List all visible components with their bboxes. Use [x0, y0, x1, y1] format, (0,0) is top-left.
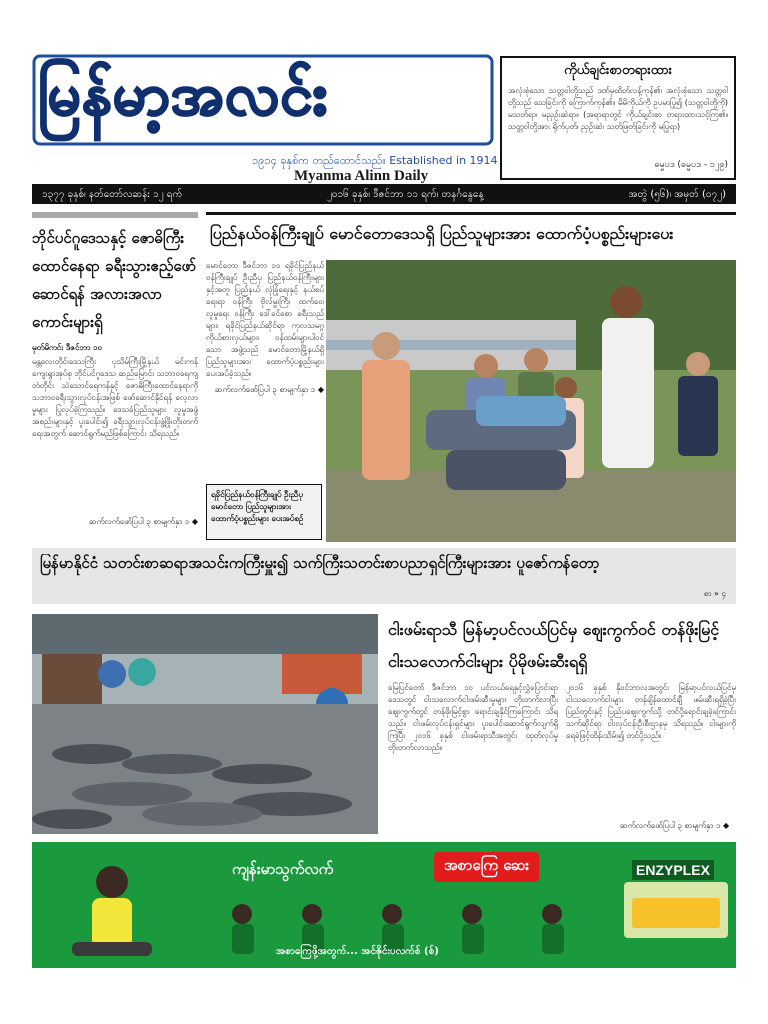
ad-tagline: အစာကြေဖို့အတွက်... အင်ဇိုင်းပလက်စ် (စ်) [276, 946, 439, 957]
second-story-col-b: ၂၀၁၆ ခုနှစ် နိုဝင်ဘာလအတွင်း မြန်မာ့ပင်လယ်ပြင်မှ ငါးသလောက်ငါးများ တန်ချိန်ထောင်ချီ ဖမ်းဆီးရရှိခဲ့ပြီး ပြည်တွင်းနှင့် ပြည်ပဈေးကွက်သို့ တင်ပို့ရောင်းချခဲ့ကြောင်း သက်ဆိုင်ရာ ငါးလုပ်ငန်းဦးစီးဌာနမှ သိရသည်။ ငါးများကို ရေခဲဖြင့်ထိန်းသိမ်း၍ တင်ပို့သည်။ [566, 683, 736, 740]
main-story-text: မောင်တော ဒီဇင်ဘာ ၁၀ ရခိုင်ပြည်နယ်ဝန်ကြီးချုပ် ဦးညီပု ပြည်နယ်ဝန်ကြီးများ နှင့်အတူ ပြည်နယ် လုံခြုံရေးနှင့် နယ်စပ်ရေးရာ ဝန်ကြီး ဗိုလ်မှူးကြီး ထက်ဝေ၊ လူမှုရေး ဝန်ကြီး ဒေါ်ခင်စော ခရီးသည်များ၊ ရခိုင်ပြည်နယ်ဆိုင်ရာ ကုလသမဂ္ဂကိုယ်စားလှယ်များ၊ ဝန်ထမ်းများပါဝင်သော အဖွဲ့သည် မောင်တောမြို့နယ်ရှိ ပြည်သူများအား ထောက်ပံ့ပစ္စည်းများ ပေးအပ်ခဲ့သည်။ [206, 261, 324, 378]
photo-illustration [326, 260, 736, 542]
left-story-body [32, 342, 198, 512]
left-story-text: မန္တလေးတိုင်းဒေသကြီး ပုသိမ်ကြီးမြို့နယ် မင်းကန်ကျေးရွာအုပ်စု ဘိုင်ပင်ဂူဒေသ ဆည်မြောင်း သဘာဝရေကျတံတိုင်း သဲသောင်ရေကန်နှင့် ဇောဓိကြီးထောင်နေရာကို သဘာဝခရီးသွားလုပ်ငန်းအဖြစ် ဖော်ဆောင်နိုင်ရန် လေ့လာမှုများ ပြုလုပ်ခဲ့ကြသည်။ ဒေသခံပြည်သူများ လူမှုအဖွဲ့အစည်းများနှင့် ပူးပေါင်း၍ ခရီးသွားလုပ်ငန်းဖွံ့ဖြိုးတိုးတက်ရေးအတွက် ဆောင်ရွက်မည်ဖြစ်ကြောင်း သိရသည်။ [32, 357, 198, 438]
photo-caption: ရခိုင်ပြည်နယ်ဝန်ကြီးချုပ် ဦးညီပု မောင်တော ပြည်သူများအား ထောက်ပံ့ပစ္စည်းများ ပေးအပ်စဉ် [206, 484, 322, 540]
banner-continued[interactable]: စာ » ၄ [703, 589, 726, 598]
banner-headline[interactable]: မြန်မာနိုင်ငံ သတင်းစာဆရာအသင်းကကြီးမှူး၍ သက်ကြီးသတင်းစာပညာရှင်ကြီးများအား ပူဇော်ကန်တော့ [40, 554, 600, 572]
main-story-headline[interactable]: ပြည်နယ်ဝန်ကြီးချုပ် မောင်တောဒေသရှိ ပြည်သူများအား ထောက်ပံ့ပစ္စည်းများပေး [206, 212, 736, 254]
banner-story [32, 548, 736, 604]
issue-number: အတွဲ (၅၆)၊ အမှတ် (၀၇၂) [628, 188, 726, 200]
logo-title: မြန်မာ့အလင်း [38, 59, 329, 128]
gregorian-date: ၂၀၁၆ ခုနှစ်၊ ဒီဇင်ဘာ ၁၁ ရက်၊ တနင်္ဂနွေနေ့ [327, 188, 484, 200]
left-story-headline[interactable]: ဘိုင်ပင်ဂူဒေသနှင့် ဇောဓိကြီးထောင်နေရာ ခရီးသွားဧည့်ဖော်ဆောင်ရန် အလားအလာကောင်းများရှိ [32, 229, 197, 331]
ad-product-name: ENZYPLEX [632, 860, 714, 880]
fish-photo-illustration [32, 614, 378, 834]
newspaper-logo [32, 52, 494, 148]
section-divider [32, 212, 198, 218]
established-en: Established in 1914 [389, 154, 498, 167]
notice-title: ကိုယ်ချင်းစာတရားထား [564, 63, 672, 78]
second-story-headline[interactable]: ငါးဖမ်းရာသီ မြန်မာ့ပင်လယ်ပြင်မှ ဈေးကွက်ဝင် တန်ဖိုးမြင့် ငါးသလောက်ငါးများ ပိုမိုဖမ်းဆီးရရှိ [388, 620, 720, 671]
fish-market-photo [32, 614, 378, 834]
ad-slogan: ကျန်းမာသွက်လက် [232, 860, 334, 878]
notice-source: ဓမ္မပဒ (ဓမ္မပဒ - ၁၂၉) [654, 160, 728, 170]
myanmar-date: ၁၃၇၇ ခုနှစ်၊ နတ်တော်လဆန်း ၁၂ ရက် [42, 188, 183, 200]
english-name: Myanma Alinn Daily [294, 168, 429, 184]
left-story-byline: မုတ်မိကင်း ဒီဇင်ဘာ ၁၀ [32, 343, 103, 352]
aid-distribution-photo [326, 260, 736, 542]
second-story-continued[interactable]: ဆက်လက်ဖော်ပြပါ ၃ စာမျက်နှာ ၁ ◆ [620, 821, 730, 830]
second-story-col-a: မြေပြင်တော် ဒီဇင်ဘာ ၁၀ ပင်လယ်ရေနှင့်လွှဲပြောင်းရာ ဒေသတွင် ငါးသလောက်ငါးဖမ်းဆီးမှုများ တိုးတက်လာပြီး ဈေးကွက်တွင် တန်ဖိုးမြင့်စွာ ရောင်းချနိုင်ကြကြောင်း သိရသည်။ ငါးဖမ်းလုပ်ငန်းရှင်များ ပူးပေါင်းဆောင်ရွက်လျက်ရှိကြပြီး ၂၀၁၆ ခုနှစ် ငါးဖမ်းရာသီအတွင်း ထုတ်လုပ်မှုတိုးတက်လာသည်။ [388, 683, 558, 752]
left-story [32, 212, 198, 542]
masthead [32, 52, 498, 184]
main-story-body [206, 260, 324, 480]
enzyplex-advertisement[interactable] [32, 842, 736, 968]
main-story-continued[interactable]: ဆက်လက်ဖော်ပြပါ ၃ စာမျက်နှာ ၁ ◆ [214, 385, 324, 394]
left-story-continued[interactable]: ဆက်လက်ဖော်ပြပါ ၃ စာမျက်နှာ ၁ ◆ [88, 517, 198, 526]
established-mm: ၁၉၁၄ ခုနှစ်က တည်ထောင်သည်။ [252, 154, 386, 167]
ad-brand-badge: အစာကြေ ဆေး [434, 852, 539, 882]
dhamma-notice-box [500, 56, 736, 180]
date-bar [32, 184, 736, 204]
notice-body: အလုံးစုံသော သတ္တဝါတို့သည် ဒဏ်မှထိတ်လန့်ကုန်၏၊ အလုံးစုံသော သတ္တဝါတို့သည် သေခြင်းကို ကြောက်ကုန်၏။ မိမိကိုယ်ကို ဥပမာပြု၍ (သတ္တဝါတို့ကို) မသတ်ရာ၊ မညှဉ်းဆဲရာ။ (အရာရာတွင် ကိုယ်ချင်းစာ တရားထားသင့်ကြ၏။ သတ္တဝါတို့အား ရိုက်ပုတ်၊ ညှဉ်းဆဲ၊ သတ်ဖြတ်ခြင်းကို မပြုရာ) [508, 86, 728, 131]
